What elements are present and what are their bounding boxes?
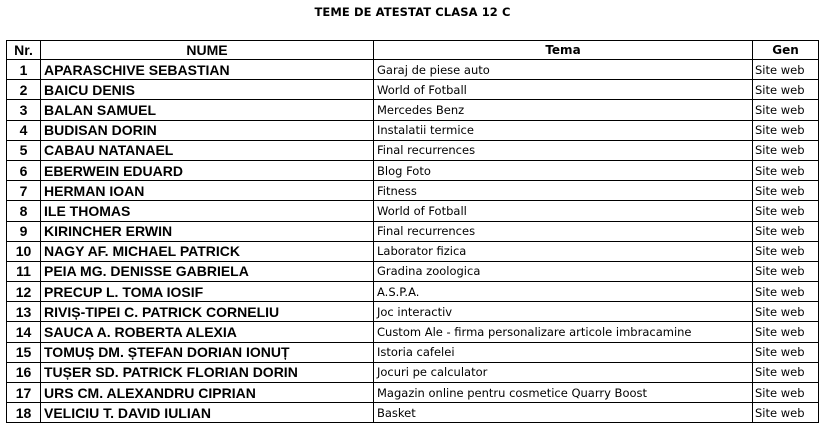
row-number: 3: [7, 100, 41, 120]
project-type: Site web: [753, 80, 819, 100]
table-row: [7, 302, 819, 322]
project-topic: Mercedes Benz: [374, 100, 753, 120]
project-type: Site web: [753, 160, 819, 180]
table-row: [7, 342, 819, 362]
table-row: [7, 160, 819, 180]
row-number: 16: [7, 362, 41, 382]
project-topic: Instalatii termice: [374, 120, 753, 140]
project-topic: Joc interactiv: [374, 302, 753, 322]
table-row: [7, 282, 819, 302]
table-row: [7, 201, 819, 221]
table-row: [7, 241, 819, 261]
row-number: 18: [7, 403, 41, 423]
student-name: APARASCHIVE SEBASTIAN: [41, 60, 374, 80]
project-topic: Jocuri pe calculator: [374, 362, 753, 382]
row-number: 1: [7, 60, 41, 80]
table-row: [7, 221, 819, 241]
student-name: PEIA MG. DENISSE GABRIELA: [41, 261, 374, 281]
student-name: ILE THOMAS: [41, 201, 374, 221]
student-name: NAGY AF. MICHAEL PATRICK: [41, 241, 374, 261]
header-name: NUME: [41, 41, 374, 60]
project-topic: Blog Foto: [374, 160, 753, 180]
student-name: RIVIȘ-TIPEI C. PATRICK CORNELIU: [41, 302, 374, 322]
table-row: [7, 362, 819, 382]
students-table: [6, 40, 819, 423]
project-topic: Gradina zoologica: [374, 261, 753, 281]
project-type: Site web: [753, 140, 819, 160]
header-tema: Tema: [374, 41, 753, 60]
table-row: [7, 383, 819, 403]
project-type: Site web: [753, 362, 819, 382]
row-number: 15: [7, 342, 41, 362]
row-number: 7: [7, 181, 41, 201]
row-number: 6: [7, 160, 41, 180]
table-row: [7, 120, 819, 140]
student-name: KIRINCHER ERWIN: [41, 221, 374, 241]
header-nr: Nr.: [7, 41, 41, 60]
student-name: URS CM. ALEXANDRU CIPRIAN: [41, 383, 374, 403]
project-type: Site web: [753, 221, 819, 241]
table-row: [7, 403, 819, 423]
project-type: Site web: [753, 302, 819, 322]
row-number: 14: [7, 322, 41, 342]
project-topic: World of Fotball: [374, 201, 753, 221]
table-row: [7, 100, 819, 120]
table-row: [7, 60, 819, 80]
project-type: Site web: [753, 181, 819, 201]
student-name: EBERWEIN EDUARD: [41, 160, 374, 180]
row-number: 9: [7, 221, 41, 241]
project-topic: Laborator fizica: [374, 241, 753, 261]
student-name: TUȘER SD. PATRICK FLORIAN DORIN: [41, 362, 374, 382]
project-type: Site web: [753, 403, 819, 423]
table-header-row: [7, 41, 819, 60]
project-type: Site web: [753, 60, 819, 80]
project-type: Site web: [753, 282, 819, 302]
student-name: BALAN SAMUEL: [41, 100, 374, 120]
project-topic: Fitness: [374, 181, 753, 201]
row-number: 13: [7, 302, 41, 322]
project-topic: Custom Ale - firma personalizare articole imbracamine: [374, 322, 753, 342]
project-topic: Istoria cafelei: [374, 342, 753, 362]
project-topic: Basket: [374, 403, 753, 423]
project-topic: Final recurrences: [374, 140, 753, 160]
table-row: [7, 80, 819, 100]
student-name: VELICIU T. DAVID IULIAN: [41, 403, 374, 423]
row-number: 8: [7, 201, 41, 221]
table-row: [7, 181, 819, 201]
project-topic: World of Fotball: [374, 80, 753, 100]
row-number: 17: [7, 383, 41, 403]
table-row: [7, 322, 819, 342]
student-name: HERMAN IOAN: [41, 181, 374, 201]
project-topic: A.S.P.A.: [374, 282, 753, 302]
row-number: 12: [7, 282, 41, 302]
row-number: 10: [7, 241, 41, 261]
project-type: Site web: [753, 383, 819, 403]
row-number: 5: [7, 140, 41, 160]
table-body: [7, 60, 819, 423]
student-name: BUDISAN DORIN: [41, 120, 374, 140]
page-title: TEME DE ATESTAT CLASA 12 C: [314, 5, 511, 19]
project-type: Site web: [753, 261, 819, 281]
project-type: Site web: [753, 201, 819, 221]
project-topic: Garaj de piese auto: [374, 60, 753, 80]
row-number: 2: [7, 80, 41, 100]
project-type: Site web: [753, 100, 819, 120]
table-row: [7, 261, 819, 281]
student-name: TOMUȘ DM. ȘTEFAN DORIAN IONUȚ: [41, 342, 374, 362]
student-name: PRECUP L. TOMA IOSIF: [41, 282, 374, 302]
header-gen: Gen: [753, 41, 819, 60]
student-name: BAICU DENIS: [41, 80, 374, 100]
project-type: Site web: [753, 342, 819, 362]
project-type: Site web: [753, 241, 819, 261]
table-row: [7, 140, 819, 160]
project-topic: Final recurrences: [374, 221, 753, 241]
project-type: Site web: [753, 322, 819, 342]
student-name: SAUCA A. ROBERTA ALEXIA: [41, 322, 374, 342]
row-number: 4: [7, 120, 41, 140]
project-type: Site web: [753, 120, 819, 140]
row-number: 11: [7, 261, 41, 281]
project-topic: Magazin online pentru cosmetice Quarry Boost: [374, 383, 753, 403]
student-name: CABAU NATANAEL: [41, 140, 374, 160]
